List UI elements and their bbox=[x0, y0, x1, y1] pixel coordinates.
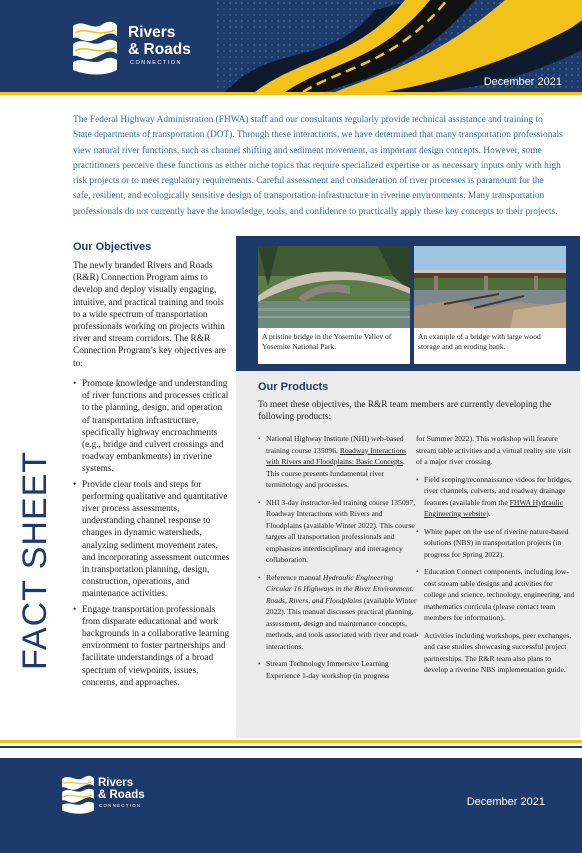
products-intro: To meet these objectives, the R&R team members are currently developing the following products: bbox=[258, 400, 552, 423]
objective-item: • Engage transportation professionals from disparate educational and work backgrounds in a collaborative learning environment to foster partnerships and facilitate understandings of a broad spectrum of viewpoints, issues, concerns, and approaches. bbox=[73, 604, 231, 689]
yosemite-bridge-photo bbox=[258, 246, 410, 328]
fact-sheet-side-label: FACT SHEET bbox=[16, 450, 54, 670]
product-item: • White paper on the use of riverine nature-based solutions (NBS) in transportation projects (in progress for Spring 2022). bbox=[416, 526, 576, 561]
footer-logo bbox=[60, 772, 170, 822]
photo-yosemite-bridge bbox=[258, 246, 410, 364]
footer-date: December 2021 bbox=[466, 796, 545, 808]
product-text: Field scoping/reconnaissance videos for bridges, river channels, culverts, and roadway drainage features (available from the bbox=[424, 474, 572, 507]
objectives-list bbox=[73, 378, 231, 692]
photo-caption-left: A pristine bridge in the Yosemite Valley of Yosemite National Park. bbox=[262, 332, 392, 351]
photo-panel bbox=[236, 236, 580, 371]
footer-logo-subtitle: CONNECTION bbox=[99, 803, 142, 808]
product-item: • Activities including workshops, peer exchanges, and case studies showcasing successful project partnerships. The R&R team also plans to develop a riverine NBS implementation guide. bbox=[416, 630, 576, 676]
logo-waves-icon bbox=[70, 18, 120, 76]
footer-banner bbox=[0, 758, 582, 853]
header-gold-rule bbox=[0, 92, 582, 95]
logo-title-line1: Rivers bbox=[128, 24, 176, 41]
logo-title bbox=[128, 24, 191, 58]
footer-navy-rule bbox=[0, 746, 582, 748]
products-list-left bbox=[258, 433, 418, 687]
fhwa-website-link[interactable]: FHWA Hydraulic Engineering website bbox=[424, 497, 563, 518]
product-item: • NHI 3-day instructor-led training course 135097, Roadway Interactions with Rivers and Floodplains (available Winter 2022). This course targets all transportation professionals and emphasizes interdisciplinary and interagency collaboration. bbox=[258, 497, 418, 566]
footer-logo-title-line2: & Roads bbox=[98, 789, 145, 801]
photo-caption-right: An example of a bridge with large wood storage and an eroding bank. bbox=[418, 332, 541, 351]
product-text: Reference manual bbox=[266, 572, 323, 582]
header-banner bbox=[0, 0, 582, 92]
rivers-roads-logo bbox=[70, 18, 210, 76]
product-item bbox=[416, 474, 576, 520]
logo-title-line2: & Roads bbox=[128, 41, 191, 58]
logo-subtitle: CONNECTION bbox=[130, 60, 182, 66]
intro-paragraph: The Federal Highway Administration (FHWA) staff and our consultants regularly provide technical assistance and training to State departments of transportation (DOT). Through these interactions, we have determined that many transportation professionals view natural river functions, such as channel shifting and sediment movement, as important design concepts. However, some practitioners perceive these functions as either niche topics that require specialized expertise or as necessary inputs only with high risk projects or to meet regulatory requirements. Careful assessment and consideration of river processes is paramount for the safe, resilient, and ecologically sensitive design of transportation infrastructure in riverine environments. Many transportation professionals do not currently have the knowledge, tools, and confidence to practically apply these key concepts to their projects. bbox=[73, 115, 563, 217]
header-date: December 2021 bbox=[483, 76, 562, 88]
product-item bbox=[258, 572, 418, 653]
product-item: • Stream Technology Immersive Learning Experience 1-day workshop (in progress bbox=[258, 658, 418, 681]
objectives-paragraph: The newly branded Rivers and Roads (R&R) Connection Program aims to develop and deploy visually engaging, intuitive, and practical training and tools to a wide spectrum of transportation professionals working on projects within river and stream corridors. The R&R Connection Program’s key objectives are to: bbox=[73, 261, 226, 369]
footer-logo-waves-icon bbox=[60, 772, 96, 816]
photo-credit: All photos source: FHWA. bbox=[477, 355, 557, 364]
objective-item: • Promote knowledge and understanding of river functions and processes critical to the planning, design, and operation of transportation infrastructure, specifically highway encroachments (e.g., bridge and culvert crossings and roadway embankments) in riverine systems. bbox=[73, 378, 231, 476]
products-panel bbox=[236, 371, 580, 738]
product-text: ). bbox=[486, 509, 491, 518]
photo-wood-bridge bbox=[414, 246, 566, 364]
objectives-heading: Our Objectives bbox=[73, 241, 152, 253]
products-heading: Our Products bbox=[258, 381, 329, 393]
objective-item: • Provide clear tools and steps for performing qualitative and quantitative river process assessments, understanding channel response to changes in dynamic watersheds, analyzing sediment movement rates, and incorporating assessment outcomes in transportation planning, design, construction, operations, and maintenance activities. bbox=[73, 479, 231, 601]
product-text: National Highway Institute (NHI) web-based training course 135096, bbox=[266, 434, 404, 455]
product-item-continuation: for Summer 2022). This workshop will feature stream table activities and a virtual reality site visit of a major river crossing. bbox=[416, 434, 571, 466]
products-list-right bbox=[416, 433, 576, 682]
product-title-italic: Hydraulic Engineering Circular 16 Highways in the River Environment: Roads, Rivers, and Floodplains bbox=[266, 572, 415, 605]
footer-gold-rule bbox=[0, 740, 582, 743]
product-text: (available Winter 2022). This manual discusses practical planning, assessment, design and maintenance concepts, methods, and tools associated with river and road interactions. bbox=[266, 595, 417, 651]
footer-logo-title bbox=[98, 777, 145, 801]
footer-logo-title-line1: Rivers bbox=[98, 777, 134, 789]
product-item bbox=[258, 433, 418, 491]
product-text: . This course presents fundamental river terminology and processes. bbox=[266, 457, 405, 489]
wood-storage-bridge-photo bbox=[414, 246, 566, 328]
nhi-course-link[interactable]: Roadway Interactions with Rivers and Floodplains: Basic Concepts bbox=[266, 445, 407, 466]
product-item: • Education Connect components, including low-cost stream table designs and activities for college and science, technology, engineering, and mathematics curricula (please contact team members for information). bbox=[416, 566, 576, 624]
